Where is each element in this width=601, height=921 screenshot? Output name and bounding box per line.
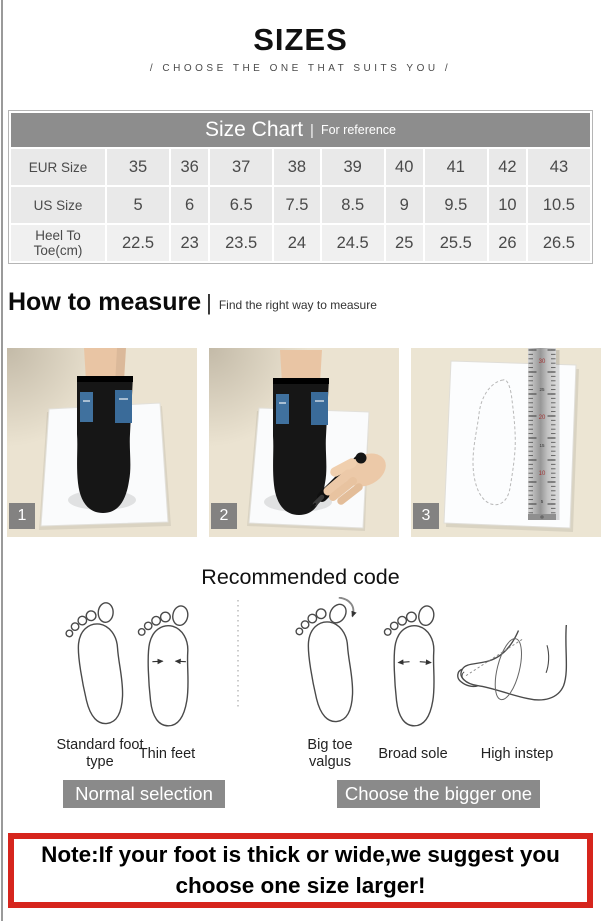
recommended-code-title: Recommended code bbox=[201, 565, 400, 589]
normal-selection-button: Normal selection bbox=[63, 780, 225, 808]
row-label-us: US Size bbox=[11, 187, 105, 223]
foot-diagram-broad-sole bbox=[384, 605, 435, 726]
measure-step-photo-3 bbox=[411, 348, 601, 537]
eur-size-value: 37 bbox=[210, 149, 272, 185]
eur-size-value: 38 bbox=[274, 149, 319, 185]
step-number-badge: 2 bbox=[211, 503, 237, 529]
page-subtitle: / CHOOSE THE ONE THAT SUITS YOU / bbox=[149, 63, 452, 74]
heel-toe-value: 23.5 bbox=[210, 225, 272, 261]
how-to-measure-divider: | bbox=[206, 289, 212, 315]
foot-diagram-high-instep bbox=[458, 625, 567, 702]
heel-toe-value: 25 bbox=[386, 225, 423, 261]
table-row-heel-toe bbox=[11, 225, 590, 261]
foot-type-diagrams bbox=[0, 597, 601, 737]
heel-toe-value: 22.5 bbox=[107, 225, 169, 261]
size-chart-title: Size Chart bbox=[205, 118, 304, 141]
foot-diagram-standard bbox=[63, 601, 128, 727]
heel-toe-value: 26 bbox=[489, 225, 526, 261]
row-label-heel-toe: Heel To Toe(cm) bbox=[11, 225, 105, 261]
eur-size-value: 39 bbox=[322, 149, 384, 185]
us-size-value: 5 bbox=[107, 187, 169, 223]
eur-size-value: 41 bbox=[425, 149, 487, 185]
table-row-us bbox=[11, 187, 590, 223]
row-label-eur: EUR Size bbox=[11, 149, 105, 185]
foot-type-label-standard: Standard foot type bbox=[56, 737, 144, 771]
heel-toe-value: 26.5 bbox=[528, 225, 590, 261]
step-number-badge: 3 bbox=[413, 503, 439, 529]
eur-size-value: 42 bbox=[489, 149, 526, 185]
eur-size-value: 43 bbox=[528, 149, 590, 185]
measure-step-photos bbox=[7, 348, 601, 537]
page-title: SIZES bbox=[253, 22, 348, 57]
size-chart-header-row bbox=[11, 113, 590, 147]
heel-toe-value: 24.5 bbox=[322, 225, 384, 261]
ruler-number: 15 bbox=[539, 443, 545, 448]
us-size-value: 6 bbox=[171, 187, 208, 223]
heel-toe-value: 24 bbox=[274, 225, 319, 261]
us-size-value: 7.5 bbox=[274, 187, 319, 223]
size-chart-divider: | bbox=[310, 121, 314, 139]
size-chart-table bbox=[8, 110, 593, 264]
size-note-text: Note:If your foot is thick or wide,we suggest you choose one size larger! bbox=[41, 842, 560, 898]
steel-ruler bbox=[528, 348, 560, 520]
ruler-measurement-illustration bbox=[411, 348, 601, 537]
foot-diagram-thin bbox=[138, 605, 189, 726]
page-left-edge bbox=[1, 0, 3, 921]
us-size-value: 9.5 bbox=[425, 187, 487, 223]
eur-size-value: 35 bbox=[107, 149, 169, 185]
size-chart-subtitle: For reference bbox=[320, 123, 396, 137]
ruler-number: 20 bbox=[538, 415, 546, 421]
choose-bigger-button: Choose the bigger one bbox=[337, 780, 540, 808]
us-size-value: 6.5 bbox=[210, 187, 272, 223]
ruler-number: 30 bbox=[538, 359, 546, 365]
how-to-measure-title: How to measure bbox=[8, 288, 202, 316]
size-note-box bbox=[8, 833, 593, 908]
us-size-value: 10 bbox=[489, 187, 526, 223]
eur-size-value: 36 bbox=[171, 149, 208, 185]
foot-diagram-big-toe-valgus bbox=[293, 597, 367, 725]
us-size-value: 9 bbox=[386, 187, 423, 223]
foot-type-label-thin: Thin feet bbox=[138, 746, 196, 762]
step-number-badge: 1 bbox=[9, 503, 35, 529]
us-size-value: 10.5 bbox=[528, 187, 590, 223]
us-size-value: 8.5 bbox=[322, 187, 384, 223]
draw-outline-illustration bbox=[209, 348, 399, 537]
ruler-number: 10 bbox=[538, 471, 546, 477]
measure-step-photo-1 bbox=[7, 348, 197, 537]
ruler-number: 5 bbox=[540, 499, 544, 504]
measure-step-photo-2 bbox=[209, 348, 399, 537]
eur-size-value: 40 bbox=[386, 149, 423, 185]
foot-on-paper-illustration bbox=[7, 348, 197, 537]
foot-type-label-broad: Broad sole bbox=[378, 746, 448, 762]
ruler-number: 25 bbox=[539, 387, 545, 392]
heel-toe-value: 25.5 bbox=[425, 225, 487, 261]
foot-type-label-instep: High instep bbox=[480, 746, 554, 762]
size-chart-header bbox=[11, 113, 590, 147]
foot-type-label-valgus: Big toe valgus bbox=[307, 737, 353, 771]
table-row-eur bbox=[11, 149, 590, 185]
how-to-measure-heading bbox=[8, 288, 377, 317]
how-to-measure-subtitle: Find the right way to measure bbox=[218, 297, 377, 312]
heel-toe-value: 23 bbox=[171, 225, 208, 261]
